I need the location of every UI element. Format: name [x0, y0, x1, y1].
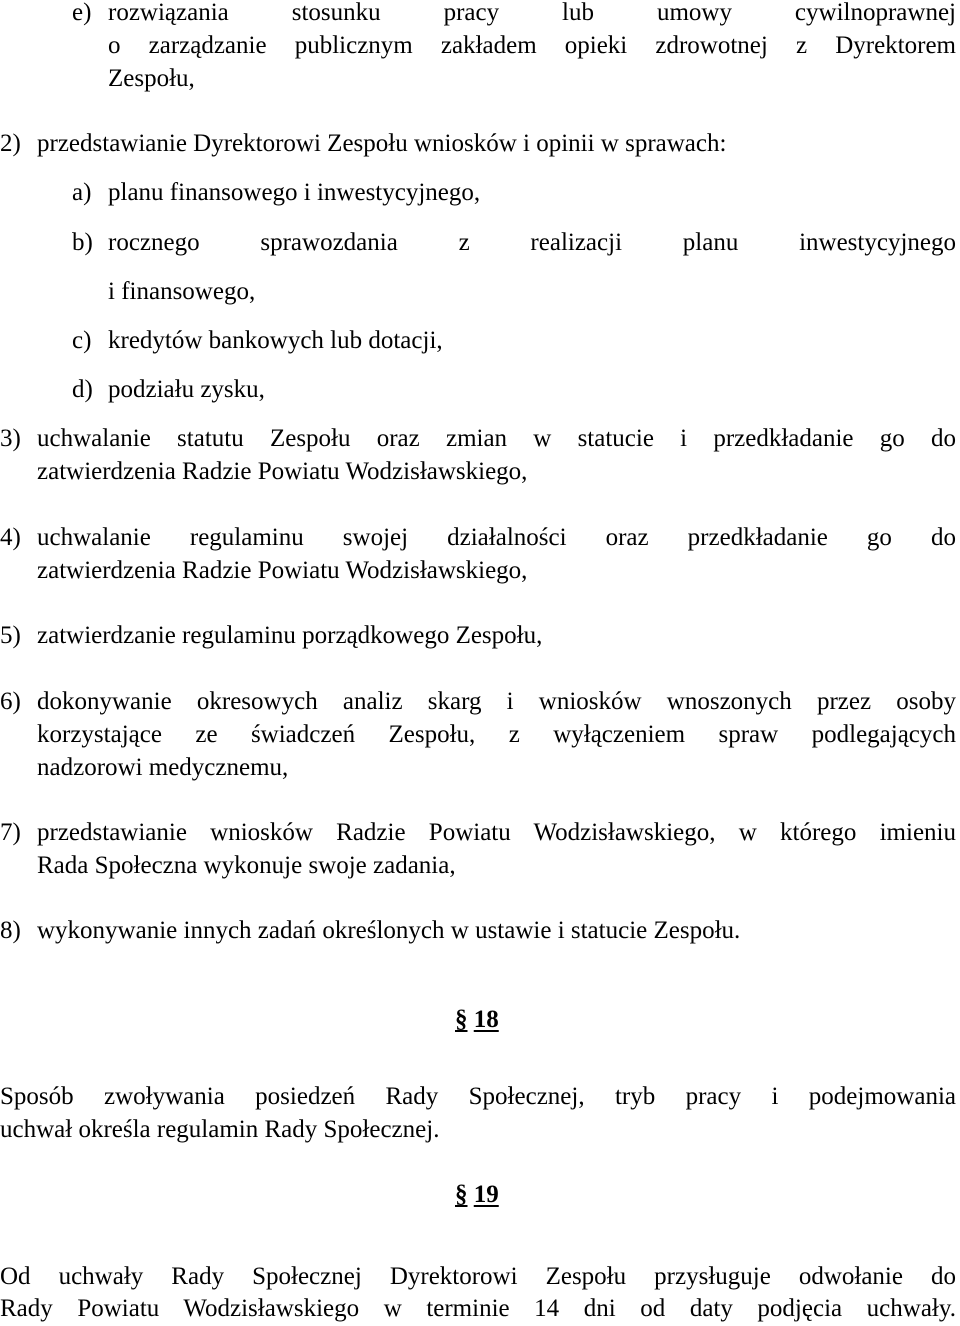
section-19-heading [455, 1178, 499, 1211]
item-2b-line-2: i finansowego, [108, 278, 256, 305]
section-19-number: 19 [473, 1181, 499, 1208]
section-18-heading [455, 1003, 499, 1036]
item-2c-label: c) [72, 327, 92, 354]
item-5-text: zatwierdzanie regulaminu porządkowego Zespołu, [37, 622, 543, 649]
item-7-line-1: przedstawianie wniosków Radzie Powiatu Wodzisławskiego, w którego imieniu [37, 819, 956, 846]
item-2d-label: d) [72, 376, 93, 403]
section-18-line-2: uchwał określa regulamin Rady Społecznej. [0, 1116, 440, 1143]
item-8-text: wykonywanie innych zadań określonych w ustawie i statucie Zespołu. [37, 917, 741, 944]
item-7-label: 7) [0, 819, 21, 846]
item-5-label: 5) [0, 622, 21, 649]
section-18-symbol: § [455, 1006, 468, 1033]
item-4-line-1: uchwalanie regulaminu swojej działalności oraz przedkładanie go do [37, 524, 956, 551]
item-2a-label: a) [72, 179, 92, 206]
item-6-line-1: dokonywanie okresowych analiz skarg i wniosków wnoszonych przez osoby [37, 688, 956, 715]
item-6-line-2: korzystające ze świadczeń Zespołu, z wyłączeniem spraw podlegających [37, 721, 956, 748]
section-19-symbol: § [455, 1181, 468, 1208]
item-6-label: 6) [0, 688, 21, 715]
item-2b-line-1: rocznego sprawozdania z realizacji planu inwestycyjnego [108, 229, 956, 256]
item-3-line-1: uchwalanie statutu Zespołu oraz zmian w statucie i przedkładanie go do [37, 425, 956, 452]
item-3-label: 3) [0, 425, 21, 452]
item-4-line-2: zatwierdzenia Radzie Powiatu Wodzisławskiego, [37, 557, 528, 584]
item-e-label: e) [72, 0, 92, 26]
section-19-line-2: Rady Powiatu Wodzisławskiego w terminie 14 dni od daty podjęcia uchwały. [0, 1295, 956, 1322]
item-2d-text: podziału zysku, [108, 376, 265, 403]
item-e-line-3: Zespołu, [108, 65, 195, 92]
item-2-label: 2) [0, 130, 21, 157]
item-e-line-2: o zarządzanie publicznym zakładem opieki zdrowotnej z Dyrektorem [108, 32, 956, 59]
item-2a-text: planu finansowego i inwestycyjnego, [108, 179, 481, 206]
item-4-label: 4) [0, 524, 21, 551]
item-6-line-3: nadzorowi medycznemu, [37, 754, 289, 781]
item-2c-text: kredytów bankowych lub dotacji, [108, 327, 443, 354]
section-19-line-1: Od uchwały Rady Społecznej Dyrektorowi Zespołu przysługuje odwołanie do [0, 1263, 956, 1290]
item-2b-label: b) [72, 229, 93, 256]
item-2-text: przedstawianie Dyrektorowi Zespołu wniosków i opinii w sprawach: [37, 130, 727, 157]
item-e-line-1: rozwiązania stosunku pracy lub umowy cywilnoprawnej [108, 0, 956, 26]
item-8-label: 8) [0, 917, 21, 944]
section-18-line-1: Sposób zwoływania posiedzeń Rady Społecznej, tryb pracy i podejmowania [0, 1083, 956, 1110]
section-18-number: 18 [473, 1006, 499, 1033]
item-3-line-2: zatwierdzenia Radzie Powiatu Wodzisławskiego, [37, 458, 528, 485]
item-7-line-2: Rada Społeczna wykonuje swoje zadania, [37, 852, 456, 879]
